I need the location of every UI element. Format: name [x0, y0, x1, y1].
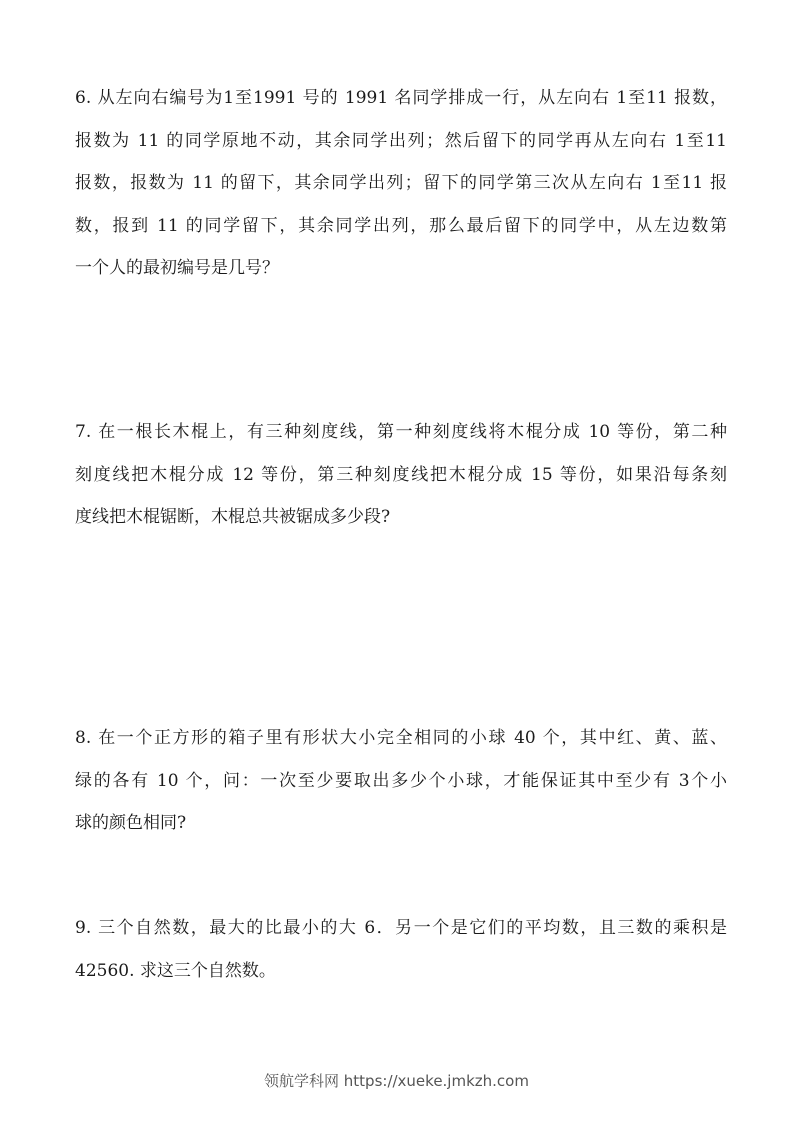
- question-line: 球的颜色相同?: [75, 813, 187, 833]
- question-8: [75, 726, 727, 854]
- footer-watermark: 领航学科网 https://xueke.jmkzh.com: [264, 1072, 529, 1090]
- question-line: 9. 三个自然数，最大的比最小的大 6．另一个是它们的平均数，且三数的乘积是: [75, 918, 727, 938]
- question-9: [75, 916, 727, 1001]
- question-line: 一个人的最初编号是几号？: [75, 258, 279, 278]
- question-line: 刻度线把木棍分成 12 等份，第三种刻度线把木棍分成 15 等份，如果沿每条刻: [75, 464, 727, 485]
- question-6: [75, 86, 727, 299]
- question-line: 6. 从左向右编号为1至1991 号的 1991 名同学排成一行，从左向右 1至11 报数，: [75, 88, 727, 108]
- question-line: 报数，报数为 11 的留下，其余同学出列；留下的同学第三次从左向右 1至11 报: [75, 173, 727, 193]
- question-7: [75, 420, 727, 548]
- question-line: 8. 在一个正方形的箱子里有形状大小完全相同的小球 40 个，其中红、黄、蓝、: [75, 728, 727, 748]
- question-line: 7. 在一根长木棍上，有三种刻度线，第一种刻度线将木棍分成 10 等份，第二种: [75, 422, 727, 442]
- question-line: 绿的各有 10 个，问：一次至少要取出多少个小球，才能保证其中至少有 3个小: [75, 770, 727, 791]
- question-line: 度线把木棍锯断，木棍总共被锯成多少段?: [75, 507, 391, 527]
- question-line: 报数为 11 的同学原地不动，其余同学出列；然后留下的同学再从左向右 1至11: [75, 130, 727, 151]
- question-line: 数，报到 11 的同学留下，其余同学出列，那么最后留下的同学中，从左边数第: [75, 215, 727, 236]
- question-line: 42560. 求这三个自然数。: [75, 960, 276, 981]
